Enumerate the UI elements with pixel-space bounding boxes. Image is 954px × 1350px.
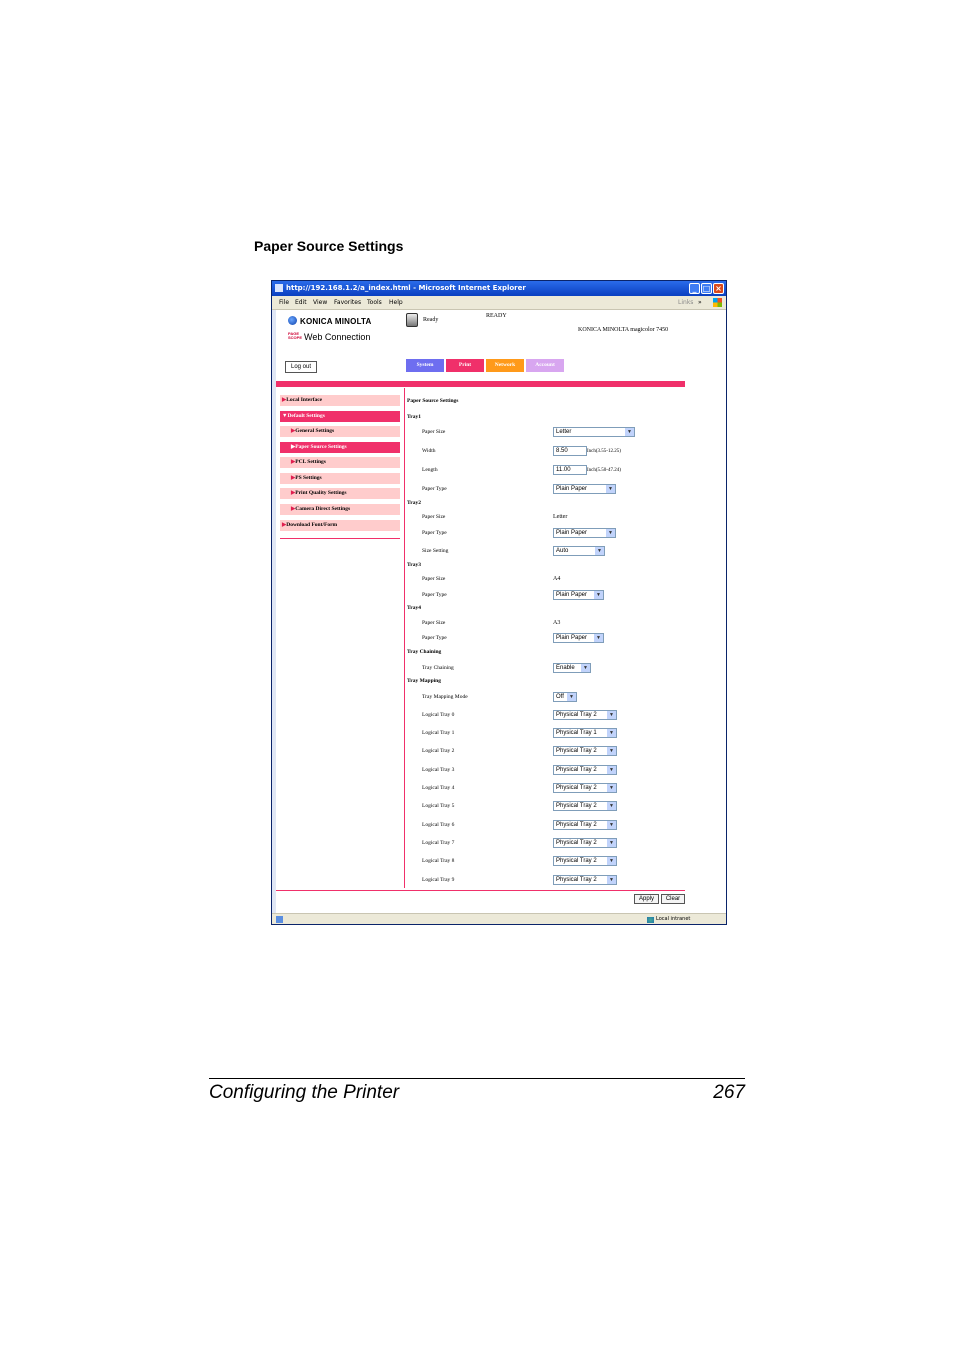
- chevron-down-icon: ▼: [607, 802, 616, 810]
- tray2-paper-type-select[interactable]: [553, 528, 616, 538]
- tray3-paper-size-value: A4: [553, 576, 561, 582]
- chevron-down-icon: ▼: [607, 766, 616, 774]
- arrow-right-icon: ▶: [282, 397, 287, 403]
- page-heading: Paper Source Settings: [254, 238, 404, 254]
- chevron-down-icon: ▼: [567, 693, 576, 701]
- tray3-heading: Tray3: [407, 562, 421, 568]
- printer-icon: [406, 313, 418, 327]
- nav-divider: [280, 538, 400, 539]
- select-value: Physical Tray 2: [556, 803, 597, 809]
- nav-label: Print Quality Settings: [295, 490, 347, 496]
- arrow-right-icon: ▶: [291, 428, 296, 434]
- menu-tools[interactable]: Tools: [367, 299, 382, 306]
- chevron-down-icon: ▼: [594, 591, 603, 599]
- select-value: Plain Paper: [556, 635, 588, 641]
- tab-system[interactable]: System: [406, 359, 444, 372]
- tray2-paper-type-label: Paper Type: [422, 530, 447, 536]
- logical-tray-select[interactable]: [553, 838, 617, 848]
- logical-tray-label: Logical Tray 8: [422, 858, 455, 864]
- maximize-icon[interactable]: □: [702, 284, 711, 293]
- printer-state: READY: [486, 313, 507, 319]
- footer-title: Configuring the Printer: [209, 1082, 400, 1103]
- chevron-down-icon: ▼: [581, 664, 590, 672]
- tab-network[interactable]: Network: [486, 359, 524, 372]
- logical-tray-label: Logical Tray 5: [422, 803, 455, 809]
- tray2-heading: Tray2: [407, 500, 421, 506]
- form-title: Paper Source Settings: [407, 398, 459, 404]
- pagescope-icon: PAGE SCOPE: [288, 331, 303, 340]
- tray4-paper-size-label: Paper Size: [422, 620, 446, 626]
- nav-local-interface[interactable]: [280, 395, 400, 406]
- ready-label: Ready: [423, 317, 439, 323]
- tray3-paper-size-label: Paper Size: [422, 576, 446, 582]
- logical-tray-select[interactable]: [553, 820, 617, 830]
- tray1-paper-size-select[interactable]: [553, 427, 635, 437]
- select-value: Physical Tray 2: [556, 840, 597, 846]
- intranet-icon: [647, 917, 654, 923]
- tray2-paper-size-label: Paper Size: [422, 514, 446, 520]
- select-value: Plain Paper: [556, 530, 588, 536]
- nav-label: Default Settings: [287, 413, 325, 419]
- select-value: Enable: [556, 665, 575, 671]
- nav-label: Camera Direct Settings: [295, 506, 351, 512]
- footer-divider: [276, 890, 685, 891]
- logical-tray-label: Logical Tray 9: [422, 877, 455, 883]
- tray3-paper-type-select[interactable]: [553, 590, 604, 600]
- tray4-paper-type-label: Paper Type: [422, 635, 447, 641]
- arrow-right-icon: ▶: [291, 506, 296, 512]
- chevron-down-icon: ▼: [607, 821, 616, 829]
- nav-general-settings[interactable]: [280, 426, 400, 437]
- nav-label: PCL Settings: [295, 459, 326, 465]
- nav-camera-direct-settings[interactable]: [280, 504, 400, 515]
- logical-tray-label: Logical Tray 0: [422, 712, 455, 718]
- logical-tray-select[interactable]: [553, 765, 617, 775]
- close-icon[interactable]: ×: [713, 283, 724, 294]
- tray1-width-range: Inch(3.55-12.25): [587, 449, 621, 454]
- konica-minolta-logo: [288, 316, 372, 326]
- tray-chaining-label: Tray Chaining: [422, 665, 454, 671]
- menu-file[interactable]: File: [279, 299, 290, 306]
- window-title: http://192.168.1.2/a_index.html - Microsoft Internet Explorer: [286, 284, 526, 292]
- select-value: Physical Tray 2: [556, 858, 597, 864]
- tray1-paper-type-label: Paper Type: [422, 486, 447, 492]
- chevron-down-icon: ▼: [595, 547, 604, 555]
- nav-label: PS Settings: [295, 475, 322, 481]
- nav-ps-settings[interactable]: [280, 473, 400, 484]
- arrow-right-icon: ▶: [291, 459, 296, 465]
- apply-button[interactable]: Apply: [634, 894, 659, 904]
- nav-paper-source-settings[interactable]: [280, 442, 400, 453]
- globe-icon: [288, 316, 297, 325]
- select-value: Physical Tray 2: [556, 712, 597, 718]
- arrow-right-icon: ▶: [291, 475, 296, 481]
- printer-model: KONICA MINOLTA magicolor 7450: [578, 327, 669, 333]
- tray1-width-label: Width: [422, 448, 436, 454]
- chevron-down-icon: ▼: [607, 747, 616, 755]
- tray4-heading: Tray4: [407, 605, 421, 611]
- tray-chaining-heading: Tray Chaining: [407, 649, 442, 655]
- tab-account[interactable]: Account: [526, 359, 564, 372]
- web-connection-logo: [288, 332, 370, 342]
- logical-tray-select[interactable]: [553, 710, 617, 720]
- tray-mapping-mode-select[interactable]: [553, 692, 577, 702]
- menu-help[interactable]: Help: [389, 299, 403, 306]
- select-value: Letter: [556, 429, 572, 435]
- select-value: Physical Tray 1: [556, 730, 597, 736]
- nav-download-font-form[interactable]: [280, 520, 400, 531]
- nav-label: Download Font/Form: [286, 522, 338, 528]
- brand-name: KONICA MINOLTA: [300, 317, 372, 326]
- window-frame-left: [272, 310, 276, 913]
- links-label[interactable]: Links: [678, 299, 694, 306]
- tray1-heading: Tray1: [407, 414, 421, 420]
- tray4-paper-size-value: A3: [553, 620, 561, 626]
- logical-tray-select[interactable]: [553, 875, 617, 885]
- minimize-icon[interactable]: _: [689, 283, 700, 294]
- nav-label: General Settings: [295, 428, 335, 434]
- chevron-down-icon: ▼: [607, 711, 616, 719]
- select-value: Off: [556, 694, 564, 700]
- chevron-down-icon: ▼: [594, 634, 603, 642]
- tray1-width-input[interactable]: 8.50: [553, 446, 587, 456]
- tray1-length-label: Length: [422, 467, 438, 473]
- chevron-down-icon: ▼: [607, 876, 616, 884]
- arrow-right-icon: ▶: [291, 444, 296, 450]
- tray3-paper-type-label: Paper Type: [422, 592, 447, 598]
- footer-rule: [209, 1078, 745, 1079]
- tray4-paper-type-select[interactable]: [553, 633, 604, 643]
- page-icon: [276, 916, 283, 923]
- logical-tray-select[interactable]: [553, 746, 617, 756]
- tray2-size-setting-label: Size Setting: [422, 548, 449, 554]
- logical-tray-label: Logical Tray 7: [422, 840, 455, 846]
- select-value: Plain Paper: [556, 486, 588, 492]
- tray-chaining-select[interactable]: [553, 663, 591, 673]
- select-value: Auto: [556, 548, 569, 554]
- zone-label: Local intranet: [656, 916, 691, 922]
- tray-mapping-mode-label: Tray Mapping Mode: [422, 694, 468, 700]
- select-value: Physical Tray 2: [556, 767, 597, 773]
- arrow-down-icon: ▼: [282, 413, 288, 419]
- logical-tray-select[interactable]: [553, 856, 617, 866]
- nav-pcl-settings[interactable]: [280, 457, 400, 468]
- menu-edit[interactable]: Edit: [295, 299, 307, 306]
- tray1-length-input[interactable]: 11.00: [553, 465, 587, 475]
- select-value: Physical Tray 2: [556, 822, 597, 828]
- product-name: Web Connection: [304, 332, 371, 342]
- select-value: Physical Tray 2: [556, 877, 597, 883]
- chevron-down-icon: ▼: [607, 784, 616, 792]
- logout-button[interactable]: Log out: [285, 361, 317, 373]
- column-divider: [404, 388, 405, 888]
- tray1-paper-size-label: Paper Size: [422, 429, 446, 435]
- arrow-right-icon: ▶: [291, 490, 296, 496]
- nav-default-settings[interactable]: [280, 411, 400, 422]
- menu-bar: [272, 296, 726, 310]
- logical-tray-select[interactable]: [553, 783, 617, 793]
- windows-flag-icon: [713, 298, 722, 307]
- browser-window: [271, 280, 727, 925]
- logical-tray-select[interactable]: [553, 801, 617, 811]
- ie-page-icon: [275, 284, 283, 292]
- chevron-down-icon: ▼: [606, 529, 615, 537]
- page-number: 267: [713, 1082, 745, 1103]
- menu-favorites[interactable]: Favorites: [334, 299, 362, 306]
- select-value: Physical Tray 2: [556, 748, 597, 754]
- chevron-down-icon: ▼: [606, 485, 615, 493]
- menu-view[interactable]: View: [313, 299, 328, 306]
- clear-button[interactable]: Clear: [661, 894, 685, 904]
- tray-mapping-heading: Tray Mapping: [407, 678, 441, 684]
- logical-tray-label: Logical Tray 3: [422, 767, 455, 773]
- logical-tray-label: Logical Tray 6: [422, 822, 455, 828]
- logical-tray-label: Logical Tray 4: [422, 785, 455, 791]
- chevron-down-icon: ▼: [625, 428, 634, 436]
- tray2-paper-size-value: Letter: [553, 514, 568, 520]
- logical-tray-label: Logical Tray 1: [422, 730, 455, 736]
- nav-label: Local Interface: [286, 397, 323, 403]
- chevron-right-icon[interactable]: »: [698, 299, 702, 306]
- chevron-down-icon: ▼: [607, 839, 616, 847]
- nav-label: Paper Source Settings: [295, 444, 347, 450]
- select-value: Physical Tray 2: [556, 785, 597, 791]
- logical-tray-label: Logical Tray 2: [422, 748, 455, 754]
- tray1-paper-type-select[interactable]: [553, 484, 616, 494]
- page-content: [272, 310, 726, 913]
- arrow-right-icon: ▶: [282, 522, 287, 528]
- logical-tray-select[interactable]: [553, 728, 617, 738]
- status-bar: [272, 913, 726, 925]
- chevron-down-icon: ▼: [607, 729, 616, 737]
- title-bar: [272, 281, 726, 296]
- nav-print-quality-settings[interactable]: [280, 488, 400, 499]
- tray1-length-range: Inch(5.50-47.24): [587, 468, 621, 473]
- tab-print[interactable]: Print: [446, 359, 484, 372]
- header-divider: [276, 381, 685, 387]
- select-value: Plain Paper: [556, 592, 588, 598]
- chevron-down-icon: ▼: [607, 857, 616, 865]
- tray2-size-setting-select[interactable]: [553, 546, 605, 556]
